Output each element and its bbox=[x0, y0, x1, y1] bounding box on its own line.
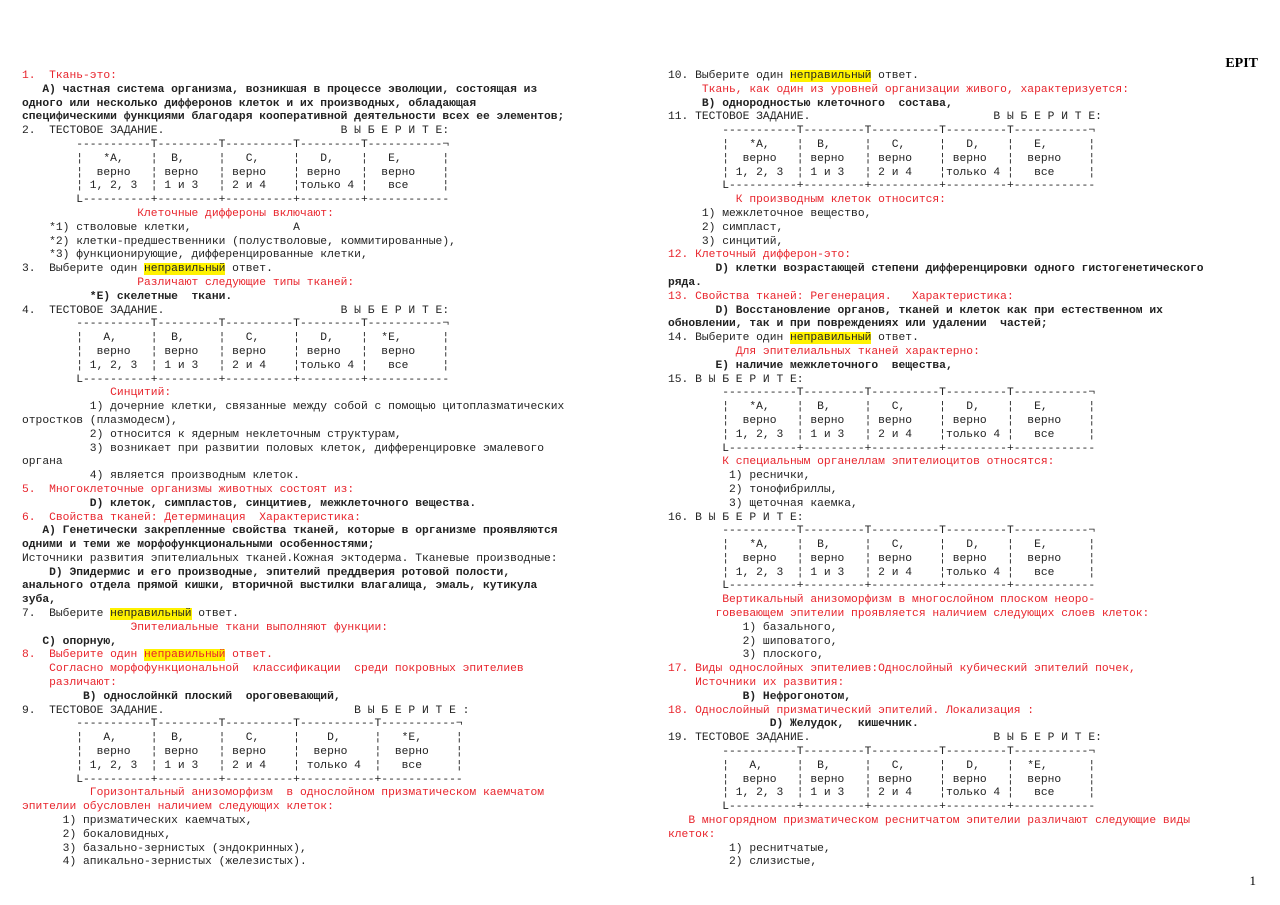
line-text: 16. В Ы Б Е Р И Т Е: bbox=[668, 511, 804, 524]
line-text: говевающем эпителии проявляется наличием следующих слоев клеток: bbox=[668, 608, 1150, 621]
line-text: Различают следующие типы тканей: bbox=[22, 276, 355, 289]
line-text: ¦ 1, 2, 3 ¦ 1 и 3 ¦ 2 и 4 ¦только 4 ¦ все ¦ bbox=[668, 787, 1096, 800]
left-line bbox=[22, 387, 622, 401]
right-line bbox=[668, 263, 1268, 277]
left-line bbox=[22, 760, 622, 774]
left-line bbox=[22, 180, 622, 194]
line-text: анального отдела прямой кишки, вторичной выстилки влагалища, эмаль, кутикула bbox=[22, 580, 538, 593]
line-text: 1) базального, bbox=[668, 621, 838, 634]
left-line bbox=[22, 484, 622, 498]
right-line bbox=[668, 677, 1268, 691]
line-text: D) Восстановление органов, тканей и клеток как при естественном их bbox=[668, 304, 1163, 317]
page-number: 1 bbox=[1249, 873, 1256, 888]
left-line bbox=[22, 139, 622, 153]
left-line bbox=[22, 415, 622, 429]
right-column bbox=[668, 70, 1268, 870]
line-text: ¦ 1, 2, 3 ¦ 1 и 3 ¦ 2 и 4 ¦только 4 ¦ все ¦ bbox=[668, 566, 1096, 579]
line-text: 1) межклеточное вещество, bbox=[668, 207, 872, 220]
right-line bbox=[668, 470, 1268, 484]
left-line bbox=[22, 70, 622, 84]
line-text: 18. Однослойный призматический эпителий. Локализация : bbox=[668, 704, 1035, 717]
right-line bbox=[668, 622, 1268, 636]
right-line bbox=[668, 456, 1268, 470]
line-text: 1) реснитчатые, bbox=[668, 842, 831, 855]
line-text: ¦ 1, 2, 3 ¦ 1 и 3 ¦ 2 и 4 ¦только 4 ¦ все ¦ bbox=[668, 166, 1096, 179]
line-text: В многорядном призматическом реснитчатом эпителии различают следующие виды bbox=[668, 815, 1191, 828]
line-text: 2) шиповатого, bbox=[668, 635, 838, 648]
right-line bbox=[668, 608, 1268, 622]
right-line bbox=[668, 774, 1268, 788]
page-code: EPIT bbox=[1225, 56, 1258, 71]
right-line bbox=[668, 525, 1268, 539]
line-text: 2) бокаловидных, bbox=[22, 828, 172, 841]
line-text: Источники их развития: bbox=[668, 677, 845, 690]
line-text: специфическими функциями благодаря кооперативной деятельности всех ее элементов; bbox=[22, 111, 565, 124]
line-text: -----------T---------T----------T---------T-----------¬ bbox=[668, 125, 1096, 138]
left-line bbox=[22, 277, 622, 291]
line-text-after: ответ. bbox=[225, 649, 273, 662]
highlighted-word: неправильный bbox=[110, 608, 192, 621]
left-line bbox=[22, 208, 622, 222]
right-line bbox=[668, 360, 1268, 374]
line-text: L----------+---------+----------+---------+------------ bbox=[668, 580, 1096, 593]
line-text: ряда. bbox=[668, 276, 702, 289]
right-line bbox=[668, 111, 1268, 125]
right-line bbox=[668, 580, 1268, 594]
right-line bbox=[668, 663, 1268, 677]
left-line bbox=[22, 553, 622, 567]
left-line bbox=[22, 829, 622, 843]
left-line bbox=[22, 677, 622, 691]
right-line bbox=[668, 732, 1268, 746]
line-text: 1) дочерние клетки, связанные между собой с помощью цитоплазматических bbox=[22, 401, 565, 414]
highlighted-word: неправильный bbox=[790, 332, 872, 345]
line-text: 15. В Ы Б Е Р И Т Е: bbox=[668, 373, 804, 386]
right-line bbox=[668, 787, 1268, 801]
line-text: D) клеток, симпластов, синцитиев, межклеточного вещества. bbox=[22, 497, 477, 510]
line-text: -----------T---------T----------T-----------T-----------¬ bbox=[22, 718, 463, 731]
line-text: 1) реснички, bbox=[668, 470, 811, 483]
line-text: ¦ верно ¦ верно ¦ верно ¦ верно ¦ верно ¦ bbox=[22, 345, 450, 358]
right-line bbox=[668, 746, 1268, 760]
right-line bbox=[668, 443, 1268, 457]
left-line bbox=[22, 801, 622, 815]
line-text: ¦ *А, ¦ В, ¦ С, ¦ D, ¦ Е, ¦ bbox=[668, 138, 1096, 151]
line-text: 6. Свойства тканей: Детерминация Характеристика: bbox=[22, 511, 361, 524]
line-text: Е) наличие межклеточного вещества, bbox=[668, 359, 953, 372]
left-line bbox=[22, 512, 622, 526]
right-line bbox=[668, 332, 1268, 346]
line-text: 7. Выберите bbox=[22, 608, 111, 621]
line-text: A) Генетически закрепленные свойства тканей, которые в организме проявляются bbox=[22, 525, 558, 538]
right-line bbox=[668, 829, 1268, 843]
left-line bbox=[22, 249, 622, 263]
line-text: ¦ верно ¦ верно ¦ верно ¦ верно ¦ верно ¦ bbox=[668, 773, 1096, 786]
line-text: 9. ТЕСТОВОЕ ЗАДАНИЕ. В Ы Б Е Р И Т Е : bbox=[22, 704, 470, 717]
left-line bbox=[22, 787, 622, 801]
left-line bbox=[22, 291, 622, 305]
left-line bbox=[22, 539, 622, 553]
line-text: *2) клетки-предшественники (полустволовые, коммитированные), bbox=[22, 235, 456, 248]
line-text: -----------T---------T----------T---------T-----------¬ bbox=[22, 138, 450, 151]
line-text: -----------T---------T----------T---------T-----------¬ bbox=[22, 318, 450, 331]
left-line bbox=[22, 98, 622, 112]
right-line bbox=[668, 815, 1268, 829]
line-text: 4) апикально-зернистых (железистых). bbox=[22, 856, 307, 869]
line-text: 13. Свойства тканей: Регенерация. Характеристика: bbox=[668, 290, 1014, 303]
left-line bbox=[22, 318, 622, 332]
left-line bbox=[22, 360, 622, 374]
line-text: Для эпителиальных тканей характерно: bbox=[668, 345, 980, 358]
left-line bbox=[22, 125, 622, 139]
line-text: ¦ верно ¦ верно ¦ верно ¦ верно ¦ верно ¦ bbox=[668, 414, 1096, 427]
left-line bbox=[22, 636, 622, 650]
line-text: L----------+---------+----------+-----------+------------ bbox=[22, 773, 463, 786]
line-text: *3) функционирующие, дифференцированные клетки, bbox=[22, 249, 368, 262]
line-text: 11. ТЕСТОВОЕ ЗАДАНИЕ. В Ы Б Е Р И Т Е: bbox=[668, 111, 1102, 124]
left-line bbox=[22, 194, 622, 208]
line-text: 14. Выберите один bbox=[668, 332, 791, 345]
right-line bbox=[668, 705, 1268, 719]
right-line bbox=[668, 346, 1268, 360]
line-text: 3. Выберите один bbox=[22, 263, 145, 276]
right-line bbox=[668, 153, 1268, 167]
line-text: 8. Выберите один bbox=[22, 649, 145, 662]
left-line bbox=[22, 732, 622, 746]
line-text: 19. ТЕСТОВОЕ ЗАДАНИЕ. В Ы Б Е Р И Т Е: bbox=[668, 732, 1102, 745]
left-line bbox=[22, 456, 622, 470]
left-line bbox=[22, 84, 622, 98]
right-line bbox=[668, 98, 1268, 112]
line-text: 3) базально-зернистых (эндокринных), bbox=[22, 842, 307, 855]
line-text: -----------T---------T----------T---------T-----------¬ bbox=[668, 387, 1096, 400]
line-text: клеток: bbox=[668, 828, 716, 841]
line-text: 5. Многоклеточные организмы животных состоят из: bbox=[22, 483, 355, 496]
line-text: ¦ 1, 2, 3 ¦ 1 и 3 ¦ 2 и 4 ¦только 4 ¦ все ¦ bbox=[668, 428, 1096, 441]
line-text-after: ответ. bbox=[871, 332, 919, 345]
right-line bbox=[668, 636, 1268, 650]
line-text: ¦ 1, 2, 3 ¦ 1 и 3 ¦ 2 и 4 ¦только 4 ¦ все ¦ bbox=[22, 180, 450, 193]
line-text: L----------+---------+----------+---------+------------ bbox=[22, 194, 450, 207]
line-text: 1. Ткань-это: bbox=[22, 70, 117, 82]
line-text: *Е) скелетные ткани. bbox=[22, 290, 233, 303]
line-text: одними и теми же морфофункциональными особенностями; bbox=[22, 539, 375, 552]
line-text: 12. Клеточный дифферон-это: bbox=[668, 249, 852, 262]
line-text: ¦ А, ¦ В, ¦ С, ¦ D, ¦ *Е, ¦ bbox=[668, 759, 1096, 772]
left-line bbox=[22, 691, 622, 705]
right-line bbox=[668, 843, 1268, 857]
right-line bbox=[668, 249, 1268, 263]
line-text: ¦ 1, 2, 3 ¦ 1 и 3 ¦ 2 и 4 ¦только 4 ¦ все ¦ bbox=[22, 359, 450, 372]
left-line bbox=[22, 856, 622, 870]
line-text: В) однослойнкй плоский ороговевающий, bbox=[22, 690, 341, 703]
line-text: 17. Виды однослойных эпителиев:Однослойный кубический эпителий почек, bbox=[668, 663, 1136, 676]
left-line bbox=[22, 332, 622, 346]
line-text: B) Нефрогонотом, bbox=[668, 690, 852, 703]
line-text: одного или несколько дифферонов клеток и их производных, обладающая bbox=[22, 97, 477, 110]
line-text: 4) является производным клеток. bbox=[22, 470, 300, 483]
left-line bbox=[22, 153, 622, 167]
line-text: ¦ верно ¦ верно ¦ верно ¦ верно ¦ верно ¦ bbox=[22, 166, 450, 179]
line-text: 2) относится к ядерным неклеточным структурам, bbox=[22, 428, 402, 441]
line-text: 3) щеточная каемка, bbox=[668, 497, 858, 510]
left-line bbox=[22, 705, 622, 719]
line-text: -----------T---------T----------T---------T-----------¬ bbox=[668, 525, 1096, 538]
highlighted-word: неправильный bbox=[144, 649, 226, 662]
line-text: L----------+---------+----------+---------+------------ bbox=[668, 180, 1096, 193]
right-line bbox=[668, 760, 1268, 774]
right-line bbox=[668, 374, 1268, 388]
left-line bbox=[22, 774, 622, 788]
left-line bbox=[22, 580, 622, 594]
line-text: L----------+---------+----------+---------+------------ bbox=[668, 801, 1096, 814]
line-text: D) Желудок, кишечник. bbox=[668, 718, 919, 731]
line-text-after: ответ. bbox=[225, 263, 273, 276]
line-text: Клеточные дифферoны включают: bbox=[22, 207, 334, 220]
right-line bbox=[668, 236, 1268, 250]
left-line bbox=[22, 649, 622, 663]
left-line bbox=[22, 443, 622, 457]
line-text: 3) возникает при развитии половых клеток, дифференцировке эмалевого bbox=[22, 442, 545, 455]
right-line bbox=[668, 70, 1268, 84]
line-text: 3) синцитий, bbox=[668, 235, 784, 248]
left-line bbox=[22, 374, 622, 388]
line-text: Эпителиальные ткани выполняют функции: bbox=[22, 621, 389, 634]
right-line bbox=[668, 139, 1268, 153]
right-line bbox=[668, 305, 1268, 319]
line-text: 1) призматических каемчатых, bbox=[22, 815, 253, 828]
right-line bbox=[668, 498, 1268, 512]
highlighted-word: неправильный bbox=[790, 70, 872, 82]
line-text: 4. ТЕСТОВОЕ ЗАДАНИЕ. В Ы Б Е Р И Т Е: bbox=[22, 304, 450, 317]
left-line bbox=[22, 498, 622, 512]
line-text: ¦ А, ¦ В, ¦ С, ¦ D, ¦ *Е, ¦ bbox=[22, 332, 450, 345]
line-text: Ткань, как один из уровней организации живого, характеризуется: bbox=[668, 83, 1129, 96]
left-line bbox=[22, 111, 622, 125]
right-line bbox=[668, 691, 1268, 705]
right-line bbox=[668, 208, 1268, 222]
line-text-after: ответ. bbox=[191, 608, 239, 621]
right-line bbox=[668, 387, 1268, 401]
right-line bbox=[668, 125, 1268, 139]
line-text: -----------T---------T----------T---------T-----------¬ bbox=[668, 746, 1096, 759]
line-text: 2) слизистые, bbox=[668, 856, 818, 869]
right-line bbox=[668, 718, 1268, 732]
line-text: D) клетки возрастающей степени дифференцировки одного гистогенетического bbox=[668, 263, 1204, 276]
line-text: L----------+---------+----------+---------+------------ bbox=[22, 373, 450, 386]
left-line bbox=[22, 525, 622, 539]
right-line bbox=[668, 222, 1268, 236]
left-line bbox=[22, 167, 622, 181]
right-line bbox=[668, 649, 1268, 663]
highlighted-word: неправильный bbox=[144, 263, 226, 276]
line-text: 2. ТЕСТОВОЕ ЗАДАНИЕ. В Ы Б Е Р И Т Е: bbox=[22, 125, 450, 138]
left-line bbox=[22, 608, 622, 622]
right-line bbox=[668, 167, 1268, 181]
line-text: ¦ А, ¦ В, ¦ С, ¦ D, ¦ *Е, ¦ bbox=[22, 732, 463, 745]
right-line bbox=[668, 539, 1268, 553]
right-line bbox=[668, 429, 1268, 443]
line-text: Горизонтальный анизоморфизм в однослойном призматическом каемчатом bbox=[22, 787, 545, 800]
line-text: D) Эпидермис и его производные, эпителий преддверия ротовой полости, bbox=[22, 566, 511, 579]
left-line bbox=[22, 622, 622, 636]
line-text: обновлении, так и при повреждениях или удалении частей; bbox=[668, 318, 1048, 331]
line-text: 3) плоского, bbox=[668, 649, 824, 662]
left-line bbox=[22, 263, 622, 277]
left-line bbox=[22, 718, 622, 732]
right-line bbox=[668, 856, 1268, 870]
line-text: ¦ 1, 2, 3 ¦ 1 и 3 ¦ 2 и 4 ¦ только 4 ¦ все ¦ bbox=[22, 759, 463, 772]
line-text: Вертикальный анизоморфизм в многослойном плоском неоро- bbox=[668, 594, 1096, 607]
right-line bbox=[668, 180, 1268, 194]
line-text: ¦ верно ¦ верно ¦ верно ¦ верно ¦ верно ¦ bbox=[668, 152, 1096, 165]
line-text: ¦ *А, ¦ В, ¦ С, ¦ D, ¦ Е, ¦ bbox=[668, 401, 1096, 414]
right-line bbox=[668, 277, 1268, 291]
right-line bbox=[668, 801, 1268, 815]
line-text: ¦ *А, ¦ В, ¦ С, ¦ D, ¦ Е, ¦ bbox=[668, 539, 1096, 552]
line-text: эпителии обусловлен наличием следующих клеток: bbox=[22, 801, 334, 814]
left-line bbox=[22, 305, 622, 319]
right-line bbox=[668, 291, 1268, 305]
left-line bbox=[22, 594, 622, 608]
right-line bbox=[668, 594, 1268, 608]
line-text: ¦ верно ¦ верно ¦ верно ¦ верно ¦ верно ¦ bbox=[22, 746, 463, 759]
line-text: С) опорную, bbox=[22, 635, 117, 648]
line-text: органа bbox=[22, 456, 63, 469]
line-text: B) однородностью клеточного состава, bbox=[668, 97, 953, 110]
left-line bbox=[22, 222, 622, 236]
left-line bbox=[22, 843, 622, 857]
line-text: 2) симпласт, bbox=[668, 221, 784, 234]
left-line bbox=[22, 236, 622, 250]
line-text: ¦ верно ¦ верно ¦ верно ¦ верно ¦ верно ¦ bbox=[668, 552, 1096, 565]
line-text: 2) тонофибриллы, bbox=[668, 483, 838, 496]
right-line bbox=[668, 194, 1268, 208]
line-text: Согласно морфофункциональной классификации среди покровных эпителиев bbox=[22, 663, 524, 676]
right-line bbox=[668, 415, 1268, 429]
line-text: ¦ *А, ¦ В, ¦ С, ¦ D, ¦ Е, ¦ bbox=[22, 152, 450, 165]
right-line bbox=[668, 401, 1268, 415]
line-text: *1) стволовые клетки, А bbox=[22, 221, 300, 234]
left-column bbox=[22, 70, 622, 870]
right-line bbox=[668, 84, 1268, 98]
left-line bbox=[22, 663, 622, 677]
line-text-after: ответ. bbox=[871, 70, 919, 82]
left-line bbox=[22, 401, 622, 415]
line-text: A) частная система организма, возникшая в процессе эволюции, состоящая из bbox=[22, 83, 538, 96]
line-text: отростков (плазмодесм), bbox=[22, 414, 178, 427]
line-text: L----------+---------+----------+---------+------------ bbox=[668, 442, 1096, 455]
left-line bbox=[22, 815, 622, 829]
line-text: 10. Выберите один bbox=[668, 70, 791, 82]
right-line bbox=[668, 553, 1268, 567]
line-text: К специальным органеллам эпителиоцитов относятся: bbox=[668, 456, 1055, 469]
line-text: Синцитий: bbox=[22, 387, 172, 400]
left-line bbox=[22, 746, 622, 760]
line-text: К производным клеток относится: bbox=[668, 194, 946, 207]
right-line bbox=[668, 567, 1268, 581]
line-text: зуба, bbox=[22, 594, 56, 607]
left-line bbox=[22, 429, 622, 443]
right-line bbox=[668, 512, 1268, 526]
left-line bbox=[22, 346, 622, 360]
line-text: различают: bbox=[22, 677, 117, 690]
right-line bbox=[668, 484, 1268, 498]
left-line bbox=[22, 567, 622, 581]
line-text: Источники развития эпителиальных тканей.Кожная эктодерма. Тканевые производные: bbox=[22, 552, 558, 565]
right-line bbox=[668, 318, 1268, 332]
left-line bbox=[22, 470, 622, 484]
